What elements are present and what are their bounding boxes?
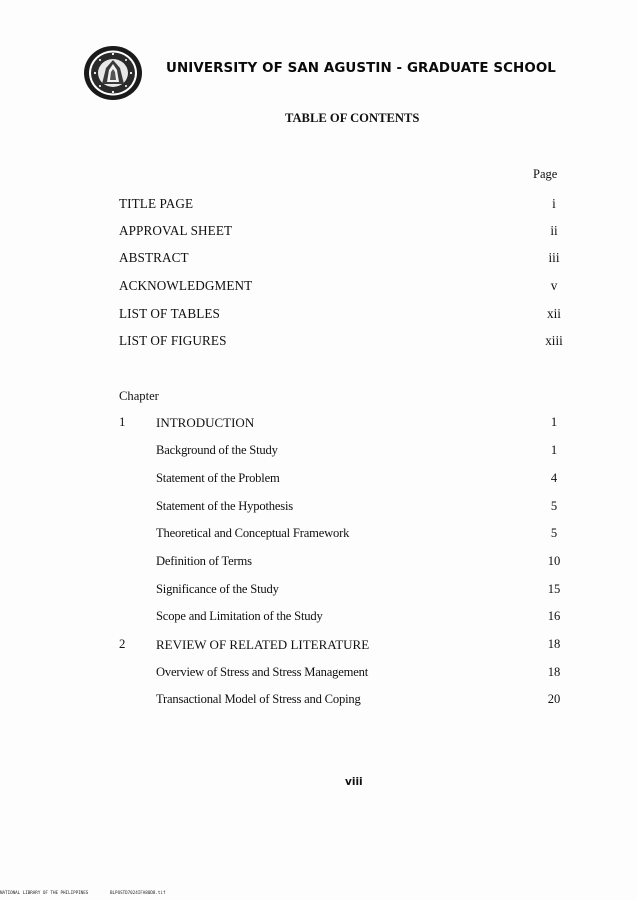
section-title: Significance of the Study <box>156 582 279 596</box>
section-title: Statement of the Hypothesis <box>156 499 293 513</box>
toc-entry-page: xiii <box>545 333 563 348</box>
section-page: 1 <box>550 443 558 457</box>
section-title: Scope and Limitation of the Study <box>156 609 323 623</box>
section-title: Definition of Terms <box>156 554 252 568</box>
section-page: 15 <box>547 582 561 596</box>
toc-entry-title: ACKNOWLEDGMENT <box>119 278 253 293</box>
page-number: viii <box>345 776 363 788</box>
library-stamp: NATIONAL LIBRARY OF THE PHILIPPINES <box>0 890 89 895</box>
section-title: Background of the Study <box>156 443 278 457</box>
section-title: Overview of Stress and Stress Management <box>156 665 368 679</box>
toc-entry-title: TITLE PAGE <box>119 196 194 211</box>
section-page: 18 <box>547 665 561 679</box>
section-title: Transactional Model of Stress and Coping <box>156 692 361 706</box>
toc-entry-page: i <box>552 196 556 211</box>
university-seal-icon <box>82 44 144 102</box>
page-title: TABLE OF CONTENTS <box>285 111 420 125</box>
toc-entry-title: APPROVAL SHEET <box>119 223 233 238</box>
toc-entry-title: LIST OF TABLES <box>119 306 220 321</box>
section-page: 20 <box>547 692 561 706</box>
section-page: 10 <box>547 554 561 568</box>
section-title: Statement of the Problem <box>156 471 280 485</box>
chapter-page: 1 <box>550 415 558 429</box>
section-page: 5 <box>550 526 558 540</box>
section-title: Theoretical and Conceptual Framework <box>156 526 350 540</box>
toc-entry-page: iii <box>548 250 560 265</box>
section-page: 16 <box>547 609 561 623</box>
chapter-title: INTRODUCTION <box>156 415 255 430</box>
toc-entry-page: xii <box>547 306 561 321</box>
file-code-stamp: BLPOSTD7024IFA80D8.tif <box>110 890 166 895</box>
page-column-header: Page <box>533 167 558 181</box>
chapter-number: 2 <box>119 637 126 651</box>
chapter-title: REVIEW OF RELATED LITERATURE <box>156 637 370 652</box>
toc-entry-title: ABSTRACT <box>119 250 189 265</box>
chapter-column-header: Chapter <box>119 389 159 403</box>
toc-entry-page: ii <box>550 223 558 238</box>
chapter-page: 18 <box>547 637 561 651</box>
section-page: 4 <box>550 471 558 485</box>
toc-entry-page: v <box>550 278 558 293</box>
university-name: UNIVERSITY OF SAN AGUSTIN - GRADUATE SCHOOL <box>166 61 556 76</box>
section-page: 5 <box>550 499 558 513</box>
chapter-number: 1 <box>119 415 126 429</box>
toc-entry-title: LIST OF FIGURES <box>119 333 227 348</box>
